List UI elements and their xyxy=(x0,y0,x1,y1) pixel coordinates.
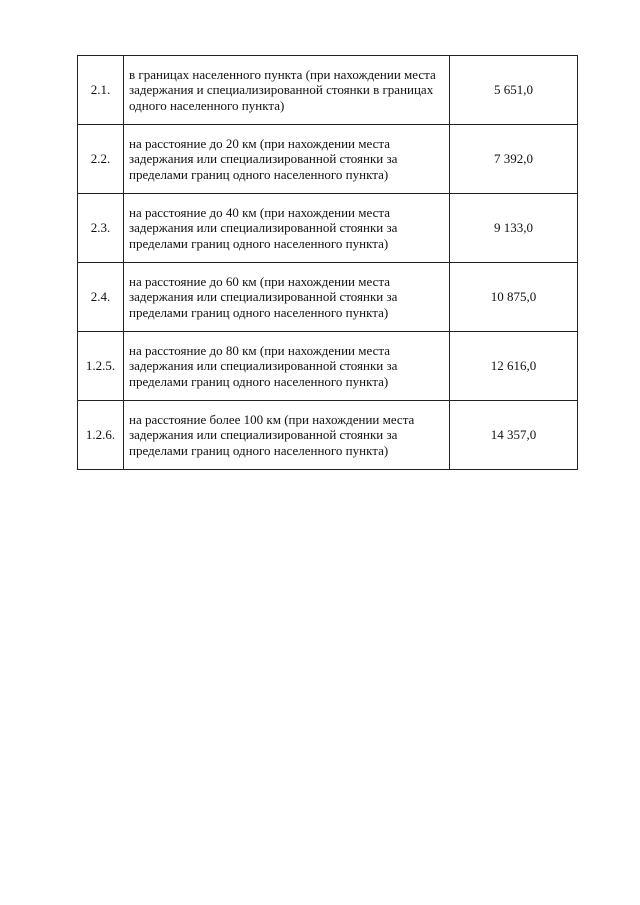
row-description: на расстояние до 80 км (при нахождении места задержания или специализированной стоянки за пределами границ одного населенного пункта) xyxy=(124,332,450,401)
row-number: 2.4. xyxy=(78,263,124,332)
row-description: на расстояние до 60 км (при нахождении места задержания или специализированной стоянки за пределами границ одного населенного пункта) xyxy=(124,263,450,332)
table-row xyxy=(78,125,578,194)
row-price: 12 616,0 xyxy=(450,332,578,401)
row-price: 5 651,0 xyxy=(450,56,578,125)
row-number: 2.2. xyxy=(78,125,124,194)
row-description: на расстояние до 20 км (при нахождении места задержания или специализированной стоянки за пределами границ одного населенного пункта) xyxy=(124,125,450,194)
row-number: 2.3. xyxy=(78,194,124,263)
row-description: в границах населенного пункта (при нахождении места задержания и специализированной стоянки в границах одного населенного пункта) xyxy=(124,56,450,125)
table-row xyxy=(78,263,578,332)
row-number: 2.1. xyxy=(78,56,124,125)
table-row xyxy=(78,56,578,125)
tariff-table xyxy=(77,55,578,470)
row-price: 14 357,0 xyxy=(450,401,578,470)
row-description: на расстояние до 40 км (при нахождении места задержания или специализированной стоянки за пределами границ одного населенного пункта) xyxy=(124,194,450,263)
table-row xyxy=(78,194,578,263)
row-price: 7 392,0 xyxy=(450,125,578,194)
row-number: 1.2.6. xyxy=(78,401,124,470)
row-price: 10 875,0 xyxy=(450,263,578,332)
row-number: 1.2.5. xyxy=(78,332,124,401)
row-price: 9 133,0 xyxy=(450,194,578,263)
table-row xyxy=(78,401,578,470)
row-description: на расстояние более 100 км (при нахождении места задержания или специализированной стоянки за пределами границ одного населенного пункта) xyxy=(124,401,450,470)
table-row xyxy=(78,332,578,401)
